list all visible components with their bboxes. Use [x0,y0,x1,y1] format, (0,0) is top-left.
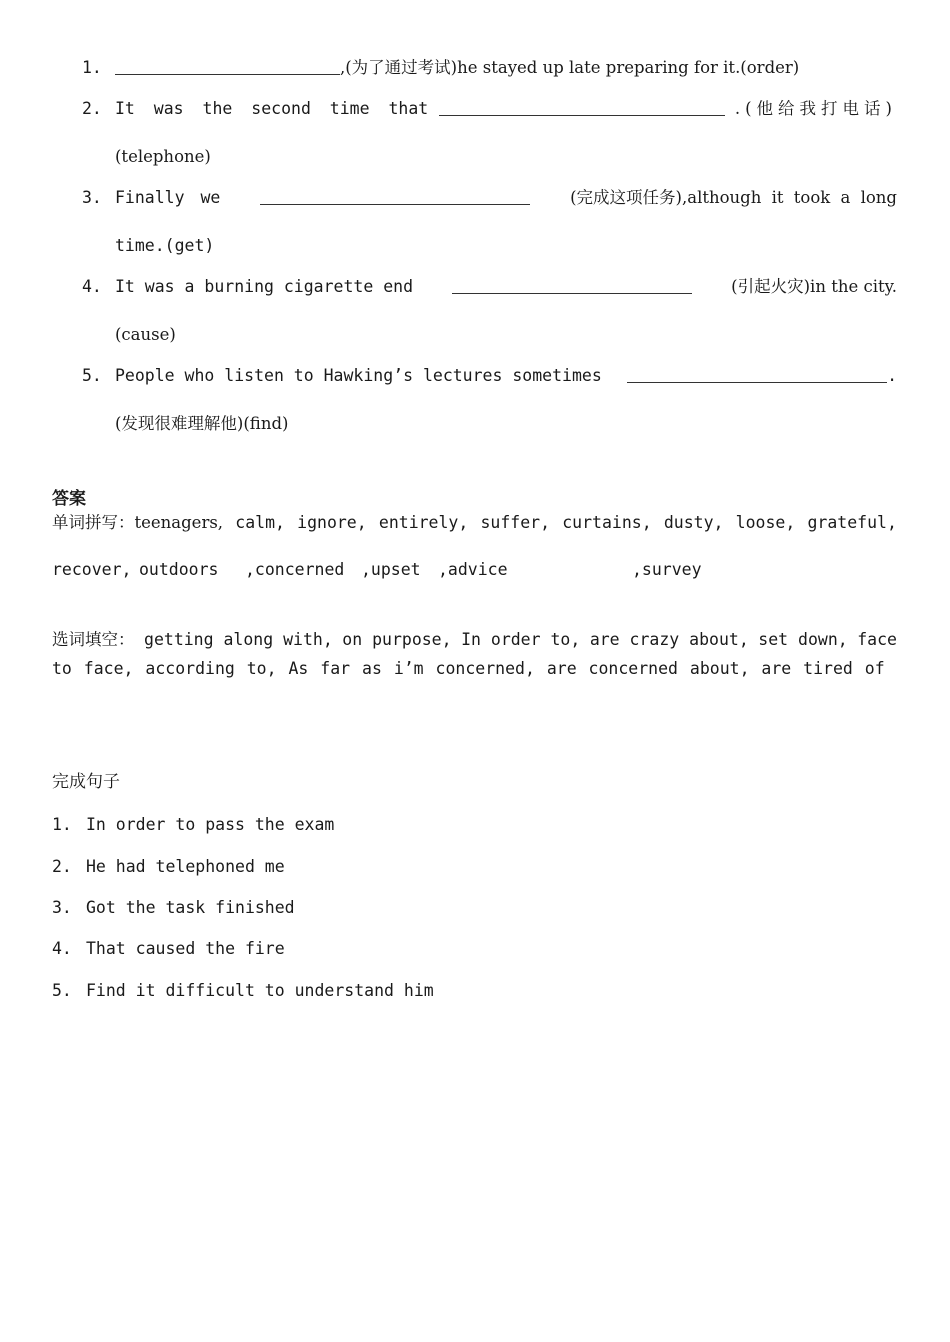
exercise-prefix: People who listen to Hawking’s lectures sometimes [115,366,602,385]
selection-phrase: set down, [758,630,848,649]
answers-heading: 答案 [52,489,86,509]
exercise-number: 4. [82,277,102,296]
completion-answer-1 [52,817,334,834]
exercise-4 [82,277,897,344]
spelling-word: dusty, [663,513,724,532]
spelling-word: ,concerned [245,560,345,579]
exercise-2 [82,99,897,166]
spelling-word: ,upset [361,560,421,579]
spelling-word: suffer, [480,513,551,532]
exercise-hint: .(他给我打电话) [734,99,897,118]
spelling-word: ,advice [438,560,508,579]
exercise-text: ,(为了通过考试)he stayed up late preparing for it.(order) [340,58,800,77]
spelling-word: ignore, [297,513,367,532]
exercise-5 [82,366,897,433]
answer-text: That caused the fire [86,939,285,958]
exercise-number: 3. [82,188,102,207]
exercise-number: 5. [82,366,102,385]
exercise-3 [82,188,897,255]
spelling-line-1 [52,515,897,532]
spelling-label-with-first [52,515,223,532]
completion-answer-3 [52,900,295,917]
exercise-number: 2. [82,99,102,118]
exercise-number: 1. [82,58,102,77]
completion-answer-4 [52,941,285,958]
spelling-word: outdoors [139,560,219,579]
answer-blank [260,203,530,205]
exercise-hint: (引起火灾)in the city. [731,277,897,296]
spelling-label: 单词拼写： [52,513,135,532]
exercise-continuation: time.(get) [115,236,215,255]
answer-blank [452,292,692,294]
answer-blank [439,114,725,116]
exercise-continuation: (发现很难理解他)(find) [115,414,289,433]
spelling-word: loose, [735,513,796,532]
selection-phrase: In order to, [461,630,581,649]
answer-blank [115,73,340,75]
exercise-continuation: (telephone) [115,147,211,166]
answer-number: 2. [52,857,72,876]
selection-phrase: getting along with, [144,630,333,649]
answer-text: In order to pass the exam [86,815,335,834]
exercise-hint: (完成这项任务),although it took a long [570,188,897,207]
selection-phrase: face [857,630,897,649]
exercise-1 [82,60,897,77]
spelling-word: grateful, [807,513,897,532]
completion-answer-2 [52,859,285,876]
answer-text: Got the task finished [86,898,295,917]
selection-label: 选词填空： [52,630,135,649]
exercise-prefix: It was the second time that [115,99,429,118]
spelling-word: recover, [52,560,132,579]
answer-blank [627,381,887,383]
completion-heading: 完成句子 [52,772,120,792]
spelling-word: entirely, [378,513,469,532]
exercise-prefix: It was a burning cigarette end [115,277,414,296]
spelling-word: teenagers, [134,513,224,532]
spelling-word: calm, [235,513,285,532]
answer-number: 1. [52,815,72,834]
answer-text: Find it difficult to understand him [86,981,434,1000]
selection-line-1 [52,632,897,649]
selection-phrase: on purpose, [342,630,452,649]
selection-line-2: to face, according to, As far as i’m concerned, are concerned about, are tired of [52,659,885,678]
spelling-word: curtains, [562,513,652,532]
spelling-word: ,survey [632,560,702,579]
answer-number: 5. [52,981,72,1000]
answer-number: 3. [52,898,72,917]
exercise-continuation: (cause) [115,325,176,344]
selection-phrase: are crazy about, [589,630,749,649]
exercise-hint: . [887,366,897,385]
completion-answer-5 [52,983,434,1000]
exercise-prefix: Finally we [115,188,221,207]
answer-number: 4. [52,939,72,958]
answer-text: He had telephoned me [86,857,285,876]
